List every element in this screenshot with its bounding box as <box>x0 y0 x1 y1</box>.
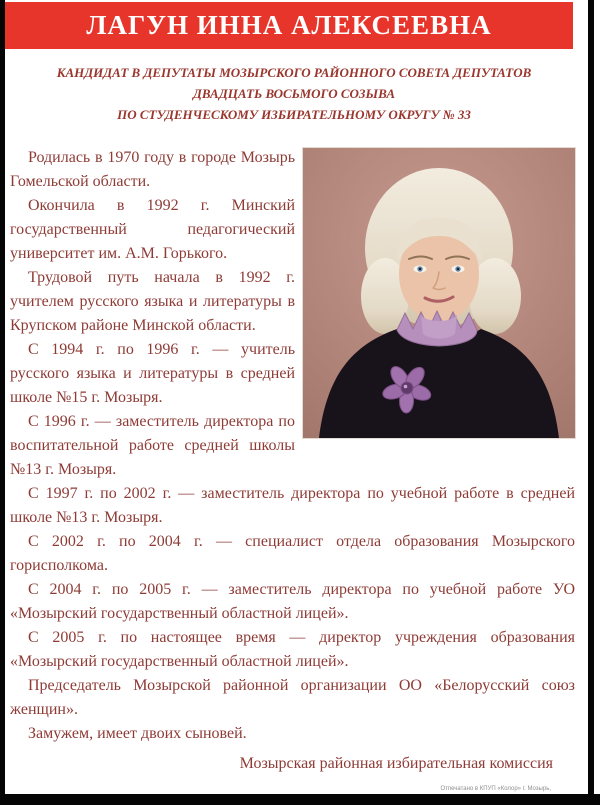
page-border-bottom <box>0 794 600 805</box>
page-border-left <box>0 0 5 805</box>
candidate-name-title: ЛАГУН ИННА АЛЕКСЕЕВНА <box>86 10 492 40</box>
bio-paragraph: С 1996 г. — заместитель директора по воспитательной работе средней школы №13 г. Мозыря. <box>10 413 295 478</box>
election-commission-signature: Мозырская районная избирательная комиссия <box>239 755 553 772</box>
biography-section <box>10 146 575 803</box>
subtitle-line: ДВАДЦАТЬ ВОСЬМОГО СОЗЫВА <box>193 86 395 101</box>
subtitle-line: КАНДИДАТ В ДЕПУТАТЫ МОЗЫРСКОГО РАЙОННОГО СОВЕТА ДЕПУТАТОВ <box>56 65 532 80</box>
candidate-portrait-illustration <box>303 148 575 438</box>
candidate-subtitle-block <box>0 62 588 125</box>
bio-paragraph: С 1997 г. по 2002 г. — заместитель директора по учебной работе в средней школе №13 г. Мозыря. <box>10 485 575 526</box>
bio-paragraph: Председатель Мозырской районной организации ОО «Белорусский союз женщин». <box>10 677 575 718</box>
bio-paragraph: Замужем, имеет двоих сыновей. <box>28 725 247 742</box>
header-band <box>5 2 573 49</box>
bio-paragraph: С 1994 г. по 1996 г. — учитель русского языка и литературы в средней школе №15 г. Мозыря. <box>10 341 295 406</box>
candidate-photo <box>303 148 575 438</box>
imprint-line: Отпечатано в КПУП «Колор» г. Мозырь, <box>440 786 551 792</box>
bio-paragraph: Окончила в 1992 г. Минский государственный педагогический университет им. А.М. Горького. <box>10 197 295 262</box>
bio-paragraph: С 2002 г. по 2004 г. — специалист отдела образования Мозырского горисполкома. <box>10 533 575 574</box>
subtitle-line: ПО СТУДЕНЧЕСКОМУ ИЗБИРАТЕЛЬНОМУ ОКРУГУ № 33 <box>117 107 471 122</box>
bio-paragraph: Трудовой путь начала в 1992 г. учителем русского языка и литературы в Крупском районе Минской области. <box>10 269 295 334</box>
page-border-right <box>588 0 594 805</box>
bio-paragraph: С 2005 г. по настоящее время — директор учреждения образования «Мозырский государственный областной лицей». <box>10 629 575 670</box>
bio-paragraph: Родилась в 1970 году в городе Мозырь Гомельской области. <box>10 149 295 190</box>
bio-paragraph: С 2004 г. по 2005 г. — заместитель директора по учебной работе УО «Мозырский государственный областной лицей». <box>10 581 575 622</box>
